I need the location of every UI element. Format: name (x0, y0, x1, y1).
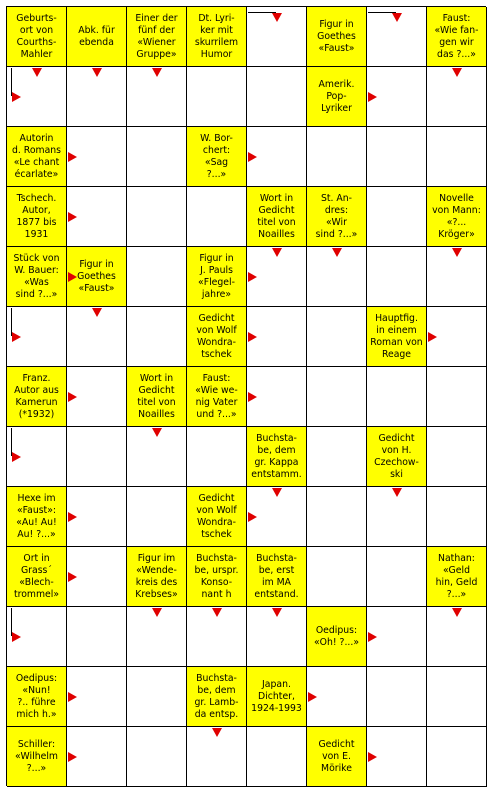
clue-text: Nathan: «Geld hin, Geld ?...» (435, 552, 478, 600)
answer-cell[interactable] (427, 667, 487, 727)
arrow-right-icon (68, 752, 77, 762)
clue-cell (7, 247, 67, 307)
clue-text: Autorin d. Romans «Le chant écarlate» (11, 132, 62, 180)
arrow-right-icon (68, 572, 77, 582)
arrow-right-icon (68, 392, 77, 402)
clue-text: Geburts- ort von Courths- Mahler (16, 12, 57, 60)
clue-text: Buchsta- be, dem gr. Lamb- da entsp. (194, 672, 239, 720)
answer-cell[interactable] (67, 607, 127, 667)
arrow-right-icon (248, 272, 257, 282)
arrow-down-icon (452, 608, 462, 617)
arrow-down-icon (212, 728, 222, 737)
clue-text: Dt. Lyri- ker mit skurrilem Humor (194, 12, 239, 60)
clue-text: Faust: «Wie fan- gen wir das ?...» (434, 12, 479, 60)
answer-cell[interactable] (187, 67, 247, 127)
answer-cell[interactable] (307, 307, 367, 367)
clue-cell (247, 187, 307, 247)
clue-cell (307, 607, 367, 667)
clue-cell (7, 727, 67, 787)
clue-text: Einer der fünf der «Wiener Gruppe» (135, 12, 178, 60)
arrow-down-icon (32, 68, 42, 77)
answer-cell[interactable] (367, 547, 427, 607)
arrow-down-icon (152, 608, 162, 617)
clue-text: Oedipus: «Nun! ?.. führe mich h.» (15, 672, 58, 720)
arrow-down-icon (92, 68, 102, 77)
clue-cell (187, 667, 247, 727)
clue-cell (187, 307, 247, 367)
clue-cell (187, 247, 247, 307)
clue-text: Gedicht von E. Mörike (318, 738, 355, 774)
clue-text: Wort in Gedicht titel von Noailles (137, 372, 176, 420)
clue-text: Japan. Dichter, 1924-1993 (251, 678, 302, 714)
arrow-down-icon (152, 428, 162, 437)
clue-cell (247, 667, 307, 727)
arrow-down-icon (152, 68, 162, 77)
clue-text: Schiller: «Wilhelm ?...» (15, 738, 58, 774)
clue-cell (67, 7, 127, 67)
answer-cell[interactable] (127, 127, 187, 187)
clue-text: Gedicht von Wolf Wondra- tschek (196, 312, 237, 360)
clue-text: Faust: «Wie we- nig Vater und ?...» (195, 372, 238, 420)
clue-cell (427, 547, 487, 607)
clue-cell (427, 7, 487, 67)
answer-cell[interactable] (307, 427, 367, 487)
clue-text: Figur im «Wende- kreis des Krebses» (135, 552, 178, 600)
answer-cell[interactable] (367, 367, 427, 427)
crossword-grid (6, 6, 486, 786)
arrow-down-icon (452, 68, 462, 77)
clue-text: Gedicht von Wolf Wondra- tschek (196, 492, 237, 540)
arrow-right-icon (248, 152, 257, 162)
answer-cell[interactable] (307, 367, 367, 427)
clue-text: Buchsta- be, erst im MA entstand. (254, 552, 299, 600)
clue-text: Amerik. Pop- Lyriker (318, 78, 355, 114)
arrow-right-icon (12, 452, 21, 462)
answer-cell[interactable] (127, 307, 187, 367)
answer-cell[interactable] (127, 667, 187, 727)
answer-cell[interactable] (427, 427, 487, 487)
arrow-right-icon (68, 152, 77, 162)
arrow-right-icon (12, 332, 21, 342)
clue-text: Gedicht von H. Czechow- ski (374, 432, 419, 480)
arrow-right-icon (308, 692, 317, 702)
arrow-right-icon (68, 512, 77, 522)
clue-text: Stück von W. Bauer: «Was sind ?...» (13, 252, 60, 300)
clue-cell (7, 367, 67, 427)
clue-cell (7, 7, 67, 67)
answer-cell[interactable] (427, 127, 487, 187)
answer-cell[interactable] (127, 187, 187, 247)
clue-text: Franz. Autor aus Kamerun (*1932) (14, 372, 59, 420)
answer-cell[interactable] (367, 667, 427, 727)
answer-cell[interactable] (67, 427, 127, 487)
arrow-right-icon (368, 752, 377, 762)
answer-cell[interactable] (247, 727, 307, 787)
clue-cell (307, 7, 367, 67)
arrow-down-icon (452, 248, 462, 257)
clue-cell (187, 487, 247, 547)
arrow-right-icon (68, 212, 77, 222)
clue-cell (187, 127, 247, 187)
clue-text: Oedipus: «Oh! ?...» (313, 624, 360, 648)
answer-cell[interactable] (187, 187, 247, 247)
answer-cell[interactable] (187, 427, 247, 487)
arrow-right-icon (248, 512, 257, 522)
arrow-down-icon (272, 248, 282, 257)
arrow-right-icon (12, 92, 21, 102)
clue-text: Hauptfig. in einem Roman von Reage (370, 312, 423, 360)
arrow-right-icon (368, 92, 377, 102)
clue-text: Buchsta- be, urspr. Konso- nant h (194, 552, 239, 600)
clue-cell (7, 487, 67, 547)
clue-cell (427, 187, 487, 247)
clue-cell (247, 427, 307, 487)
clue-text: Hexe im «Faust»: «Au! Au! Au! ?...» (16, 492, 57, 540)
clue-cell (7, 547, 67, 607)
arrow-down-icon (272, 13, 282, 22)
clue-cell (7, 187, 67, 247)
clue-text: Figur in J. Pauls «Flegel- jahre» (198, 252, 235, 300)
arrow-right-icon (368, 632, 377, 642)
answer-cell[interactable] (307, 127, 367, 187)
arrow-right-icon (12, 632, 21, 642)
clue-text: Novelle von Mann: «?... Kröger» (432, 192, 481, 240)
clue-cell (247, 547, 307, 607)
arrow-right-icon (428, 332, 437, 342)
arrow-down-icon (92, 308, 102, 317)
answer-cell[interactable] (367, 247, 427, 307)
clue-text: Tschech. Autor, 1877 bis 1931 (16, 192, 57, 240)
clue-cell (307, 187, 367, 247)
clue-cell (127, 547, 187, 607)
arrow-down-icon (392, 488, 402, 497)
arrow-right-icon (248, 392, 257, 402)
arrow-down-icon (392, 13, 402, 22)
clue-cell (7, 667, 67, 727)
answer-cell[interactable] (127, 727, 187, 787)
clue-cell (127, 367, 187, 427)
arrow-down-icon (332, 248, 342, 257)
arrow-right-icon (248, 332, 257, 342)
answer-cell[interactable] (427, 487, 487, 547)
answer-cell[interactable] (247, 67, 307, 127)
clue-text: Figur in Goethes «Faust» (317, 18, 356, 54)
answer-cell[interactable] (427, 727, 487, 787)
clue-cell (307, 727, 367, 787)
clue-cell (7, 127, 67, 187)
arrow-right-icon (68, 272, 77, 282)
clue-cell (367, 427, 427, 487)
clue-text: Ort in Grass´ «Blech- trommel» (13, 552, 60, 600)
arrow-down-icon (212, 608, 222, 617)
arrow-down-icon (272, 488, 282, 497)
clue-cell (187, 7, 247, 67)
clue-text: W. Bor- chert: «Sag ?...» (200, 132, 233, 180)
clue-text: Buchsta- be, dem gr. Kappa entstamm. (251, 432, 302, 480)
arrow-right-icon (68, 692, 77, 702)
answer-cell[interactable] (307, 487, 367, 547)
clue-cell (187, 367, 247, 427)
clue-cell (307, 67, 367, 127)
clue-text: St. An- dres: «Wir sind ?...» (315, 192, 358, 240)
answer-cell[interactable] (367, 127, 427, 187)
answer-cell[interactable] (307, 547, 367, 607)
answer-cell[interactable] (367, 187, 427, 247)
answer-cell[interactable] (427, 367, 487, 427)
arrow-down-icon (272, 608, 282, 617)
clue-cell (367, 307, 427, 367)
answer-cell[interactable] (127, 487, 187, 547)
clue-text: Abk. für ebenda (78, 24, 115, 48)
clue-text: Wort in Gedicht titel von Noailles (257, 192, 296, 240)
answer-cell[interactable] (127, 247, 187, 307)
clue-text: Figur in Goethes «Faust» (77, 258, 116, 294)
clue-cell (187, 547, 247, 607)
clue-cell (127, 7, 187, 67)
